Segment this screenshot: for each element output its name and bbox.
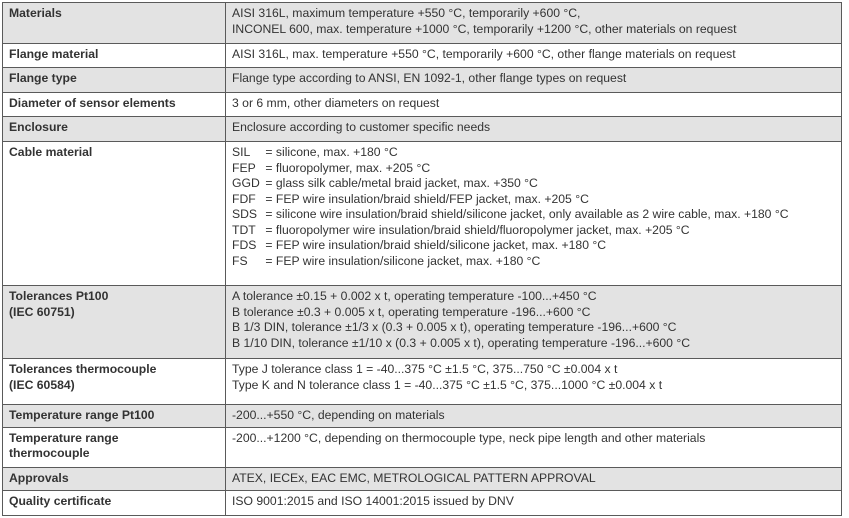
row-value: AISI 316L, maximum temperature +550 °C, temporarily +600 °C, INCONEL 600, max. temperature +1000 °C, temporarily +1200 °C, other materials on request <box>226 3 842 44</box>
table-row-approvals <box>3 467 842 490</box>
row-label: Flange material <box>3 44 226 68</box>
row-value: Enclosure according to customer specific needs <box>226 117 842 142</box>
table-row-diameter <box>3 93 842 117</box>
cable-entry-tdt: TDT = fluoropolymer wire insulation/braid shield/fluoropolymer jacket, max. +205 °C <box>232 222 690 237</box>
table-row-tolerances-thermocouple <box>3 359 842 405</box>
table-row-temperature-range-pt100 <box>3 405 842 428</box>
row-value <box>226 142 842 286</box>
cable-entry-sil: SIL = silicone, max. +180 °C <box>232 145 398 159</box>
row-label: Tolerances thermocouple (IEC 60584) <box>3 359 226 405</box>
cable-entry-fdf: FDF = FEP wire insulation/braid shield/FEP jacket, max. +205 °C <box>232 191 589 206</box>
cable-entry-fds: FDS = FEP wire insulation/braid shield/silicone jacket, max. +180 °C <box>232 238 607 252</box>
row-value: -200...+1200 °C, depending on thermocouple type, neck pipe length and other materials <box>226 427 842 467</box>
table-row-cable-material <box>3 142 842 286</box>
table-row-flange-material <box>3 44 842 68</box>
row-label: Approvals <box>3 467 226 490</box>
cable-entry-sds: SDS = silicone wire insulation/braid shield/silicone jacket, only available as 2 wire cable, max. +180 °C <box>232 207 789 221</box>
cable-entry-ggd: GGD = glass silk cable/metal braid jacket, max. +350 °C <box>232 176 538 190</box>
row-label: Quality certificate <box>3 490 226 515</box>
row-label: Cable material <box>3 142 226 286</box>
table-row-temperature-range-thermocouple <box>3 427 842 467</box>
table-row-tolerances-pt100 <box>3 286 842 359</box>
row-label: Diameter of sensor elements <box>3 93 226 117</box>
row-value: 3 or 6 mm, other diameters on request <box>226 93 842 117</box>
row-label: Materials <box>3 3 226 44</box>
row-label: Temperature range Pt100 <box>3 405 226 428</box>
row-value: Type J tolerance class 1 = -40...375 °C ±1.5 °C, 375...750 °C ±0.004 x t Type K and N tolerance class 1 = -40...375 °C ±1.5 °C, 375...1000 °C ±0.004 x t <box>226 359 842 405</box>
table-row-quality-certificate <box>3 490 842 515</box>
row-label: Tolerances Pt100 (IEC 60751) <box>3 286 226 359</box>
table-row-materials <box>3 3 842 44</box>
row-value: -200...+550 °C, depending on materials <box>226 405 842 428</box>
table-row-enclosure <box>3 117 842 142</box>
row-label: Enclosure <box>3 117 226 142</box>
row-value: Flange type according to ANSI, EN 1092-1, other flange types on request <box>226 68 842 93</box>
cable-entry-fep: FEP = fluoropolymer, max. +205 °C <box>232 160 431 175</box>
row-value: AISI 316L, max. temperature +550 °C, temporarily +600 °C, other flange materials on request <box>226 44 842 68</box>
row-value: A tolerance ±0.15 + 0.002 x t, operating temperature -100...+450 °C B tolerance ±0.3 + 0.005 x t, operating temperature -196...+600 °C B 1/3 DIN, tolerance ±1/3 x (0.3 + 0.005 x t), operating temperature -196...+600 °C B 1/10 DIN, tolerance ±1/10 x (0.3 + 0.005 x t), operating temperature -196...+600 °C <box>226 286 842 359</box>
specification-table <box>2 2 842 516</box>
row-value: ISO 9001:2015 and ISO 14001:2015 issued by DNV <box>226 490 842 515</box>
row-label: Temperature range thermocouple <box>3 427 226 467</box>
table-row-flange-type <box>3 68 842 93</box>
row-label: Flange type <box>3 68 226 93</box>
row-value: ATEX, IECEx, EAC EMC, METROLOGICAL PATTERN APPROVAL <box>226 467 842 490</box>
cable-entry-fs: FS = FEP wire insulation/silicone jacket, max. +180 °C <box>232 253 541 268</box>
